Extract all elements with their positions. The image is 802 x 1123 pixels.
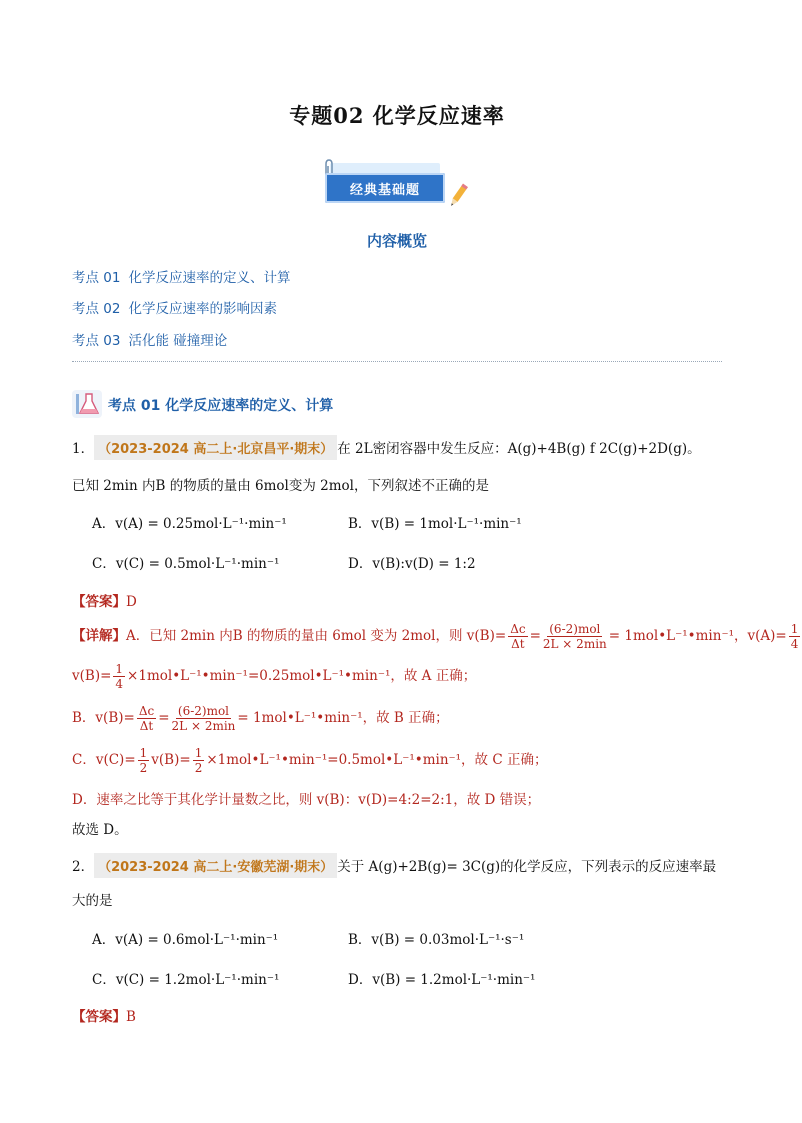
toc-item-3[interactable]	[72, 329, 227, 349]
frac-den: 4	[115, 677, 124, 691]
section-title: 考点 01 化学反应速率的定义、计算	[108, 398, 334, 414]
detail-text: ×1mol•L⁻¹•min⁻¹=0.5mol•L⁻¹•min⁻¹，故 C 正确；	[206, 752, 548, 768]
q1-option-c[interactable]: C．v(C) = 0.5mol·L⁻¹·min⁻¹	[92, 556, 280, 572]
q1-detail-line3	[72, 704, 449, 733]
q2-stem-line1	[72, 853, 716, 878]
frac-num: 1	[115, 662, 124, 676]
detail-text: C．v(C)=	[72, 752, 136, 768]
frac-num: (6-2)mol	[549, 622, 601, 636]
fraction	[172, 704, 236, 733]
q1-detail-line6: 故选 D。	[72, 822, 128, 838]
answer-value: B	[126, 1009, 136, 1025]
frac-num: Δc	[510, 622, 526, 636]
detail-text: v(B)=	[151, 752, 191, 768]
q2-answer	[72, 1005, 136, 1025]
q1-option-b[interactable]: B．v(B) = 1mol·L⁻¹·min⁻¹	[348, 516, 522, 532]
frac-num: Δc	[138, 704, 155, 718]
q2-option-d[interactable]: D．v(B) = 1.2mol·L⁻¹·min⁻¹	[348, 972, 536, 988]
frac-den: 2L × 2min	[542, 637, 607, 651]
frac-num: 1	[194, 746, 203, 760]
pencil-icon	[446, 182, 470, 210]
page-title: 专题02 化学反应速率	[289, 103, 505, 128]
detail-text: A．已知 2min 内B 的物质的量由 6mol 变为 2mol，则 v(B)=	[126, 628, 507, 644]
q1-stem-line1	[72, 435, 701, 460]
q2-option-b[interactable]: B．v(B) = 0.03mol·L⁻¹·s⁻¹	[348, 932, 525, 948]
toc-num: 考点 03	[72, 333, 121, 349]
answer-value: D	[126, 594, 137, 610]
frac-den: Δt	[511, 637, 525, 651]
q1-stem1: 在 2L密闭容器中发生反应：A(g)+4B(g) f 2C(g)+2D(g)。	[337, 441, 701, 457]
q1-detail-line5: D．速率之比等于其化学计量数之比，则 v(B)：v(D)=4:2=2:1，故 D 错误；	[72, 792, 541, 808]
equals: =	[529, 628, 541, 644]
fraction	[789, 622, 801, 651]
detail-text: ×1mol•L⁻¹•min⁻¹=0.25mol•L⁻¹•min⁻¹，故 A 正确；	[127, 668, 477, 684]
overview-heading: 内容概览	[366, 232, 427, 250]
q1-answer	[72, 590, 137, 610]
frac-den: 2L × 2min	[171, 719, 236, 733]
toc-item-1[interactable]	[72, 266, 290, 286]
frac-den: 2	[139, 761, 148, 775]
q1-detail-line4	[72, 746, 547, 775]
toc-num: 考点 02	[72, 301, 121, 317]
equals: =	[158, 710, 170, 726]
q2-source-tag: （2023-2024 高二上·安徽芜湖·期末）	[94, 853, 337, 878]
q2-index: 2．	[72, 859, 95, 875]
fraction	[543, 622, 607, 651]
detail-text: B．v(B)=	[72, 710, 135, 726]
toc-text: 活化能 碰撞理论	[128, 333, 228, 349]
answer-label: 【答案】	[72, 1009, 126, 1025]
detail-label: 【详解】	[72, 628, 126, 644]
badge-classic-basic: 经典基础题	[325, 173, 445, 203]
q1-detail-line2	[72, 662, 476, 691]
frac-num: 1	[139, 746, 148, 760]
frac-den: 4	[790, 637, 799, 651]
detail-text: = 1mol•L⁻¹•min⁻¹，故 B 正确；	[237, 710, 449, 726]
q1-source-tag: （2023-2024 高二上·北京昌平·期末）	[94, 435, 337, 460]
frac-num: 1	[790, 622, 799, 636]
q1-detail-line1	[72, 622, 802, 651]
frac-den: Δt	[139, 719, 154, 733]
answer-label: 【答案】	[72, 594, 126, 610]
q1-stem2: 已知 2min 内B 的物质的量由 6mol变为 2mol，下列叙述不正确的是	[72, 478, 489, 494]
section-divider	[72, 361, 722, 362]
q1-index: 1．	[72, 441, 95, 457]
fraction	[508, 622, 527, 651]
q2-option-a[interactable]: A．v(A) = 0.6mol·L⁻¹·min⁻¹	[92, 932, 279, 948]
q1-option-a[interactable]: A．v(A) = 0.25mol·L⁻¹·min⁻¹	[92, 516, 287, 532]
q2-stem1: 关于 A(g)+2B(g)= 3C(g)的化学反应，下列表示的反应速率最	[337, 859, 717, 875]
fraction	[137, 704, 156, 733]
fraction	[193, 746, 205, 775]
frac-den: 2	[194, 761, 203, 775]
toc-text: 化学反应速率的影响因素	[128, 301, 277, 317]
toc-num: 考点 01	[72, 270, 121, 286]
q2-stem2: 大的是	[72, 893, 113, 909]
q1-option-d[interactable]: D．v(B):v(D) = 1:2	[348, 556, 476, 572]
q2-option-c[interactable]: C．v(C) = 1.2mol·L⁻¹·min⁻¹	[92, 972, 280, 988]
flask-icon	[72, 386, 104, 420]
frac-num: (6-2)mol	[177, 704, 230, 718]
detail-text: = 1mol•L⁻¹•min⁻¹，v(A)=	[608, 628, 787, 644]
toc-text: 化学反应速率的定义、计算	[128, 270, 291, 286]
toc-item-2[interactable]	[72, 297, 277, 317]
fraction	[138, 746, 150, 775]
detail-text: v(B)=	[72, 668, 112, 684]
fraction	[113, 662, 125, 691]
